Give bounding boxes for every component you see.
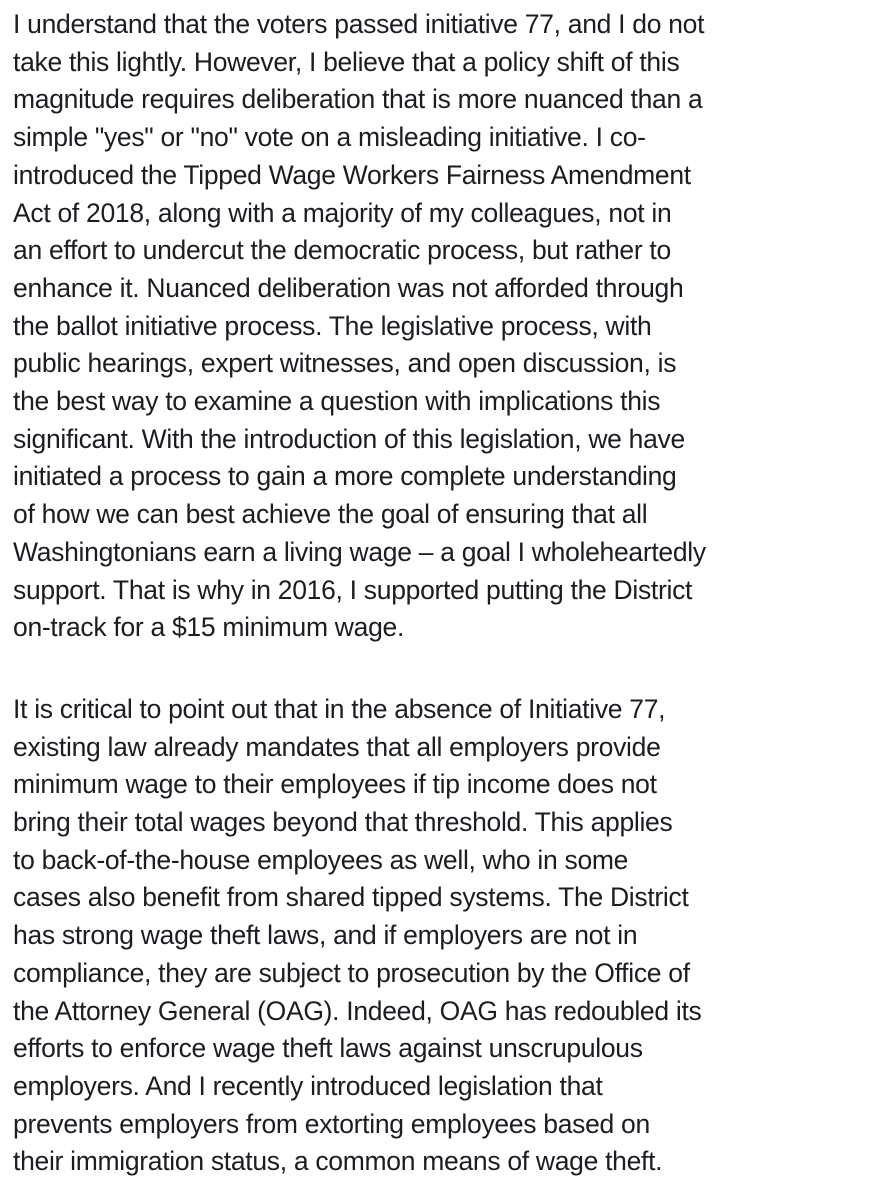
text-line: public hearings, expert witnesses, and open discussion, is — [13, 348, 677, 379]
text-line: the ballot initiative process. The legislative process, with — [13, 310, 652, 341]
text-line: significant. With the introduction of this legislation, we have — [13, 423, 685, 454]
text-line: bring their total wages beyond that threshold. This applies — [13, 807, 673, 838]
text-line: Washingtonians earn a living wage – a goal I wholeheartedly — [13, 536, 706, 567]
text-line: take this lightly. However, I believe that a policy shift of this — [13, 46, 680, 77]
text-line: simple "yes" or "no" vote on a misleading initiative. I co- — [13, 122, 646, 153]
text-line: enhance it. Nuanced deliberation was not afforded through — [13, 272, 684, 303]
text-line: support. That is why in 2016, I supported putting the District — [13, 574, 693, 605]
text-line: Act of 2018, along with a majority of my colleagues, not in — [13, 197, 672, 228]
text-line: initiated a process to gain a more complete understanding — [13, 461, 677, 492]
text-line: introduced the Tipped Wage Workers Fairness Amendment — [13, 159, 691, 190]
text-line: compliance, they are subject to prosecution by the Office of — [13, 957, 690, 988]
text-line: I understand that the voters passed initiative 77, and I do not — [13, 9, 705, 39]
text-line: existing law already mandates that all employers provide — [13, 731, 661, 762]
text-line: minimum wage to their employees if tip income does not — [13, 769, 657, 800]
text-line: to back-of-the-house employees as well, who in some — [13, 844, 629, 875]
paragraph-2 — [13, 691, 857, 1181]
text-line: efforts to enforce wage theft laws against unscrupulous — [13, 1033, 643, 1064]
text-line: the Attorney General (OAG). Indeed, OAG has redoubled its — [13, 995, 702, 1026]
paragraph-1 — [13, 6, 857, 647]
text-line: has strong wage theft laws, and if employers are not in — [13, 920, 638, 951]
text-line: their immigration status, a common means of wage theft. — [13, 1146, 663, 1177]
text-line: employers. And I recently introduced legislation that — [13, 1070, 603, 1101]
text-line: prevents employers from extorting employees based on — [13, 1108, 650, 1139]
text-line: an effort to undercut the democratic process, but rather to — [13, 235, 671, 266]
text-line: on-track for a $15 minimum wage. — [13, 612, 405, 643]
text-line: It is critical to point out that in the absence of Initiative 77, — [13, 693, 666, 724]
text-line: magnitude requires deliberation that is more nuanced than a — [13, 84, 703, 115]
text-line: cases also benefit from shared tipped systems. The District — [13, 882, 689, 913]
text-line: of how we can best achieve the goal of ensuring that all — [13, 499, 648, 530]
text-line: the best way to examine a question with implications this — [13, 386, 661, 417]
